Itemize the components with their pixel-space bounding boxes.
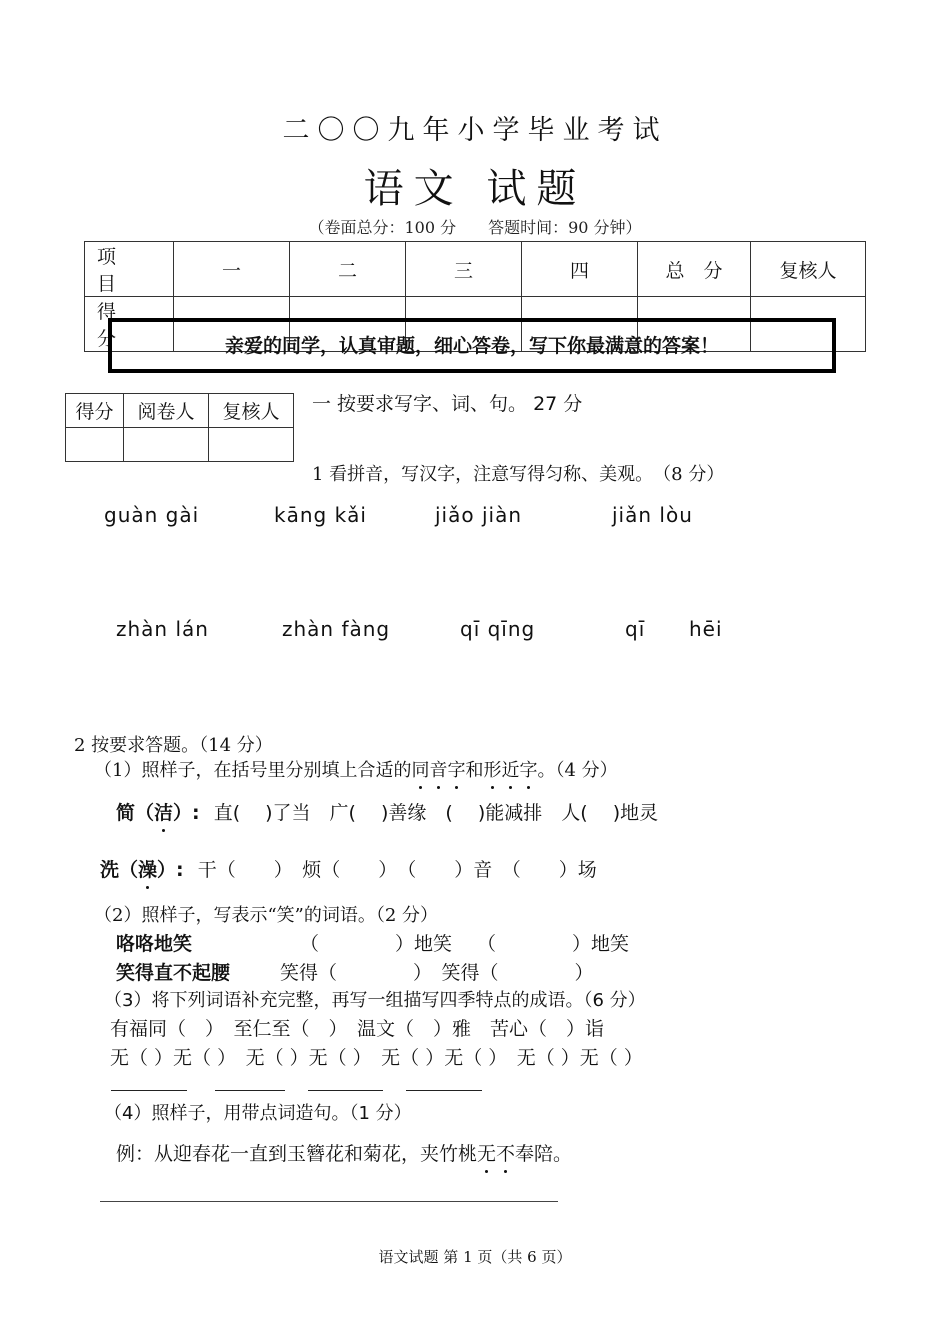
q2-part2-example2: 笑得直不起腰 [116,962,231,984]
q2-part1-title-mid: 和 [465,760,484,781]
grader-value-row [66,428,294,462]
q2-part4-title: （4）照样子，用带点词造句。（1 分） [104,1103,412,1124]
example-word [100,859,184,881]
idiom-blank-3[interactable] [308,1090,383,1091]
q2-part1-line1 [116,798,658,825]
dotted-char: 字 [447,756,465,782]
q2-part1-title-post: 。（4 分） [537,760,618,781]
q2-part4-example [116,1139,572,1166]
notice-box: 亲爱的同学，认真审题，细心答卷，写下你最满意的答案！ [108,318,836,373]
fill-blank-items[interactable]: 干（ ） 烦（ ） （ ）音 （ ）场 [197,859,597,881]
q2-part1-line2 [100,855,597,882]
q2-part2-blanks1[interactable]: （ ）地笑 （ ）地笑 [300,933,630,955]
q2-part3-line1[interactable]: 有福同（ ） 至仁至（ ） 温文（ ）雅 苦心（ ）诣 [110,1018,605,1040]
header-cell-total: 总 分 [638,242,751,297]
q2-part2-example1: 咯咯地笑 [116,933,193,955]
q2-part3-title: （3）将下列词语补充完整，再写一组描写四季特点的成语。（6 分） [104,990,646,1011]
dotted-char: 不 [496,1139,515,1166]
example-suffix: ）: [173,802,200,824]
header-cell-4: 四 [522,242,638,297]
header-cell-3: 三 [406,242,522,297]
pinyin-1: guàn gài [104,503,200,527]
dotted-char: 同 [411,756,429,782]
section-1-title: 一 按要求写字、词、句。 27 分 [312,393,583,415]
sentence-answer-line[interactable] [100,1201,558,1202]
subject-title: 语文 试题 [363,166,587,212]
pinyin-6: zhàn fàng [282,617,391,641]
dotted-char: 无 [477,1139,496,1166]
pinyin-5: zhàn lán [116,617,209,641]
idiom-blank-2[interactable] [215,1090,285,1091]
grader-table [65,393,294,462]
score-table-header-row [85,242,866,297]
q2-part1-title-pre: （1）照样子，在括号里分别填上合适的 [94,760,412,781]
pinyin-7: qī qīng [460,617,536,641]
q2-part2-blanks2[interactable]: 笑得（ ） 笑得（ ） [280,962,594,984]
pinyin-3: jiǎo jiàn [435,503,523,527]
q2-part1-title [94,756,618,782]
pinyin-4: jiǎn lòu [612,503,693,527]
pinyin-9: hēi [689,617,723,641]
q2-part3-line2[interactable]: 无（ ）无（ ） 无（ ）无（ ） 无（ ）无（ ） 无（ ）无（ ） [110,1047,643,1069]
page-footer: 语文试题 第 1 页（共 6 页） [378,1248,572,1266]
grader-header-marker: 阅卷人 [124,394,209,428]
example-prefix: 简（ [116,802,155,824]
dotted-char: 近 [501,756,519,782]
pinyin-8: qī [625,617,646,641]
dotted-char: 音 [429,756,447,782]
grader-cell-reviewer[interactable] [209,428,294,462]
grader-cell-marker[interactable] [124,428,209,462]
header-cell-2: 二 [290,242,406,297]
example-word [116,802,200,824]
grader-header-score: 得分 [66,394,124,428]
grader-cell-score[interactable] [66,428,124,462]
example-text-post: 奉陪。 [515,1143,573,1165]
q1-title: 1 看拼音，写汉字，注意写得匀称、美观。 （8 分） [312,464,725,485]
exam-title: 二〇〇九年小学毕业考试 [282,115,668,146]
header-cell-item: 项 目 [85,242,174,297]
dotted-char: 形 [483,756,501,782]
grader-header-reviewer: 复核人 [209,394,294,428]
example-suffix: ）: [157,859,184,881]
example-text-pre: 例：从迎春花一直到玉簪花和菊花，夹竹桃 [116,1143,478,1165]
grader-header-row [66,394,294,428]
idiom-blank-4[interactable] [406,1090,482,1091]
exam-info: （卷面总分：100 分 答题时间：90 分钟） [308,218,642,237]
dotted-char: 洁 [154,798,173,825]
dotted-char: 字 [519,756,537,782]
header-cell-reviewer: 复核人 [751,242,866,297]
row-label-score: 得 分 [85,297,174,352]
fill-blank-items[interactable]: 直( )了当 广( )善缘 ( )能减排 人( )地灵 [213,802,659,824]
example-prefix: 洗（ [100,859,139,881]
idiom-blank-1[interactable] [111,1090,187,1091]
header-cell-1: 一 [174,242,290,297]
q2-part2-title: （2）照样子，写表示“笑”的词语。（2 分） [94,905,439,926]
dotted-char: 澡 [138,855,157,882]
pinyin-2: kāng kǎi [274,503,367,527]
q2-title: 2 按要求答题。（14 分） [74,735,273,756]
